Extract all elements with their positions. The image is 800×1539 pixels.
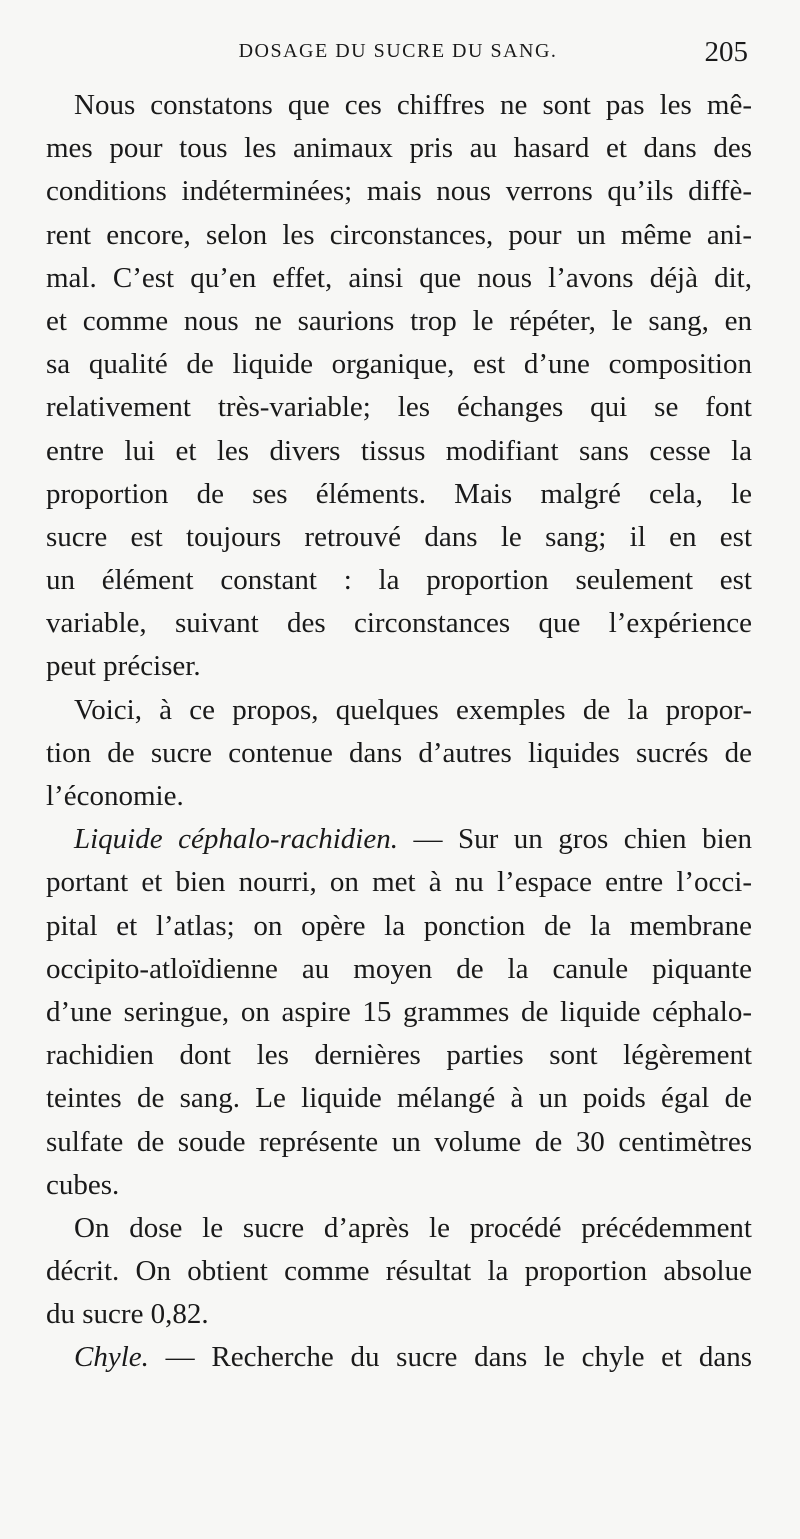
text-line xyxy=(46,300,752,343)
text-line xyxy=(46,1164,752,1207)
line-text: rent encore, selon les circonstances, pour un même ani- xyxy=(46,218,752,251)
text-line xyxy=(46,689,752,732)
line-text: — Recherche du sucre dans le chyle et dans xyxy=(148,1341,752,1374)
line-text: Nous constatons que ces chiffres ne sont pas les mê- xyxy=(74,89,752,121)
line-text: du sucre 0,82. xyxy=(46,1298,209,1331)
line-text: l’économie. xyxy=(46,780,184,812)
line-text: teintes de sang. Le liquide mélangé à un poids égal de xyxy=(46,1082,752,1115)
text-line xyxy=(46,84,752,127)
line-text: d’une seringue, on aspire 15 grammes de liquide céphalo- xyxy=(46,995,752,1028)
text-line xyxy=(46,1121,752,1164)
text-line xyxy=(46,1250,752,1293)
text-line xyxy=(46,775,752,818)
text-line xyxy=(46,343,752,386)
line-text: mal. C’est qu’en effet, ainsi que nous l’avons déjà dit, xyxy=(46,261,752,294)
text-line xyxy=(46,861,752,904)
text-line xyxy=(46,602,752,645)
text-line xyxy=(46,991,752,1034)
text-line xyxy=(46,1293,752,1336)
section-heading: Chyle. xyxy=(74,1341,149,1374)
text-line xyxy=(46,430,752,473)
text-line xyxy=(46,214,752,257)
text-line xyxy=(46,1336,752,1379)
line-text: proportion de ses éléments. Mais malgré cela, le xyxy=(46,477,752,510)
line-text: tion de sucre contenue dans d’autres liquides sucrés de xyxy=(46,736,752,769)
line-text: décrit. On obtient comme résultat la proportion absolue xyxy=(46,1255,752,1288)
text-line xyxy=(46,473,752,516)
line-text: portant et bien nourri, on met à nu l’espace entre l’occi- xyxy=(46,866,752,899)
line-text: Voici, à ce propos, quelques exemples de la propor- xyxy=(74,693,752,726)
text-line xyxy=(46,645,752,688)
page-header xyxy=(46,36,750,70)
text-line xyxy=(46,559,752,602)
line-text: mes pour tous les animaux pris au hasard et dans des xyxy=(46,132,752,165)
text-line xyxy=(46,1077,752,1120)
text-line xyxy=(46,1034,752,1077)
page-number: 205 xyxy=(704,36,748,68)
line-text: sucre est toujours retrouvé dans le sang; il en est xyxy=(46,520,752,553)
line-text: et comme nous ne saurions trop le répéter, le sang, en xyxy=(46,304,752,337)
line-text: pital et l’atlas; on opère la ponction de la membrane xyxy=(46,909,752,942)
line-text: occipito-atloïdienne au moyen de la canule piquante xyxy=(46,952,752,985)
line-text: On dose le sucre d’après le procédé précédemment xyxy=(74,1211,752,1244)
section-heading: Liquide céphalo-rachidien. xyxy=(74,823,398,856)
text-line xyxy=(46,948,752,991)
text-line xyxy=(46,127,752,170)
body-text xyxy=(46,84,752,1380)
text-line xyxy=(46,516,752,559)
line-text: relativement très-variable; les échanges qui se font xyxy=(46,391,752,424)
line-text: peut préciser. xyxy=(46,650,201,683)
line-text: rachidien dont les dernières parties sont légèrement xyxy=(46,1039,752,1072)
text-line xyxy=(46,1207,752,1250)
text-line xyxy=(46,170,752,213)
text-line xyxy=(46,257,752,300)
running-head: DOSAGE DU SUCRE DU SANG. xyxy=(238,40,558,62)
line-text: entre lui et les divers tissus modifiant sans cesse la xyxy=(46,434,752,467)
line-text: sulfate de soude représente un volume de 30 centimètres xyxy=(46,1125,752,1158)
text-line xyxy=(46,818,752,861)
line-text: conditions indéterminées; mais nous verrons qu’ils diffè- xyxy=(46,175,752,208)
line-text: cubes. xyxy=(46,1168,120,1201)
line-text: variable, suivant des circonstances que l’expérience xyxy=(46,607,752,640)
line-text: sa qualité de liquide organique, est d’une composition xyxy=(46,348,752,381)
text-line xyxy=(46,905,752,948)
line-text: un élément constant : la proportion seulement est xyxy=(46,564,752,597)
line-text: — Sur un gros chien bien xyxy=(397,823,752,856)
text-line xyxy=(46,386,752,429)
text-line xyxy=(46,732,752,775)
